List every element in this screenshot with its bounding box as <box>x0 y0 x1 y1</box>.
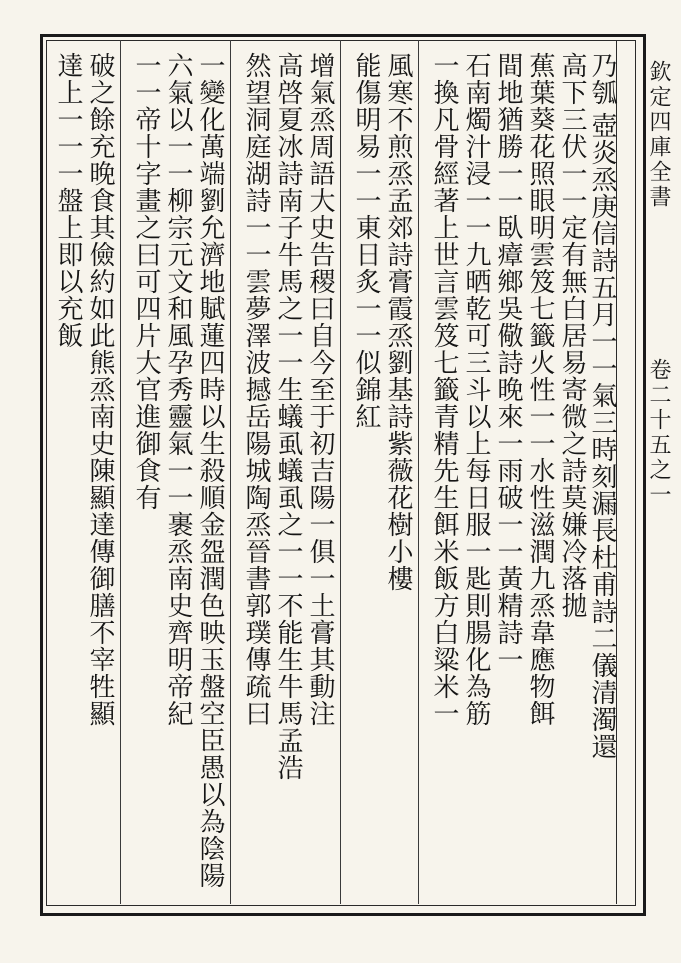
text-column-7: 風寒不煎烝孟郊詩膏霞烝劉基詩紫薇花樹小樓 <box>383 52 413 592</box>
text-column-13: 六氣以一一柳宗元文和風孕秀靈氣一一裹烝南史齊明帝紀 <box>163 52 193 727</box>
text-column-3: 蕉葉葵花照眼明雲笈七籤火性一一水性滋潤九烝韋應物餌 <box>525 52 555 727</box>
text-column-4: 間地猶勝一一臥瘴鄉吳儆詩晚來一雨破一一黃精詩一 <box>493 52 523 673</box>
text-column-11: 然望洞庭湖詩一一雲夢澤波撼岳陽城陶烝晉書郭璞傳疏曰 <box>241 52 271 727</box>
column-divider <box>418 40 419 904</box>
running-title <box>640 60 674 508</box>
column-divider <box>120 40 121 904</box>
text-column-14: 一一帝十字畫之曰可四片大官進御食有 <box>131 52 161 511</box>
text-column-12: 一變化萬端劉允濟地賦蓮四時以生殺順金盌潤色映玉盤空臣愚以為陰陽 <box>195 52 225 889</box>
column-divider <box>340 40 341 904</box>
text-column-15: 破之餘充晚食其儉約如此熊烝南史陳顯達傳御膳不宰牲顯 <box>85 52 115 727</box>
text-column-2: 高下三伏一一定有無白居易寄微之詩莫嫌冷落拋 <box>557 52 587 619</box>
text-column-10: 高啓夏冰詩南子牛馬之一一生蟻虱蟻虱之一一不能生牛馬孟浩 <box>273 52 303 781</box>
margin-strip <box>616 40 635 904</box>
volume-label: 卷二十五之一 <box>646 358 671 508</box>
text-column-1b: 壺炎烝庚信詩五月一一氣三時刻漏長杜甫詩二儀清濁還 <box>587 112 617 760</box>
text-column-8: 能傷明易一一東日炙一一似錦紅 <box>351 52 381 430</box>
text-column-5: 石南燭汁浸一一九晒乾可三斗以上每日服一匙則腸化為筋 <box>461 52 491 727</box>
column-divider <box>230 40 231 904</box>
text-column-1: 乃瓠 <box>587 52 617 106</box>
text-column-16: 達上一一一盤上即以充飯 <box>53 52 83 349</box>
text-column-6: 一換凡骨經著上世言雲笈七籤青精先生餌米飯方白粱米一 <box>429 52 459 727</box>
text-column-9: 增氣烝周語大史告稷曰自今至于初吉陽一俱一土膏其動注 <box>305 52 335 727</box>
book-title: 欽定四庫全書 <box>646 60 671 210</box>
